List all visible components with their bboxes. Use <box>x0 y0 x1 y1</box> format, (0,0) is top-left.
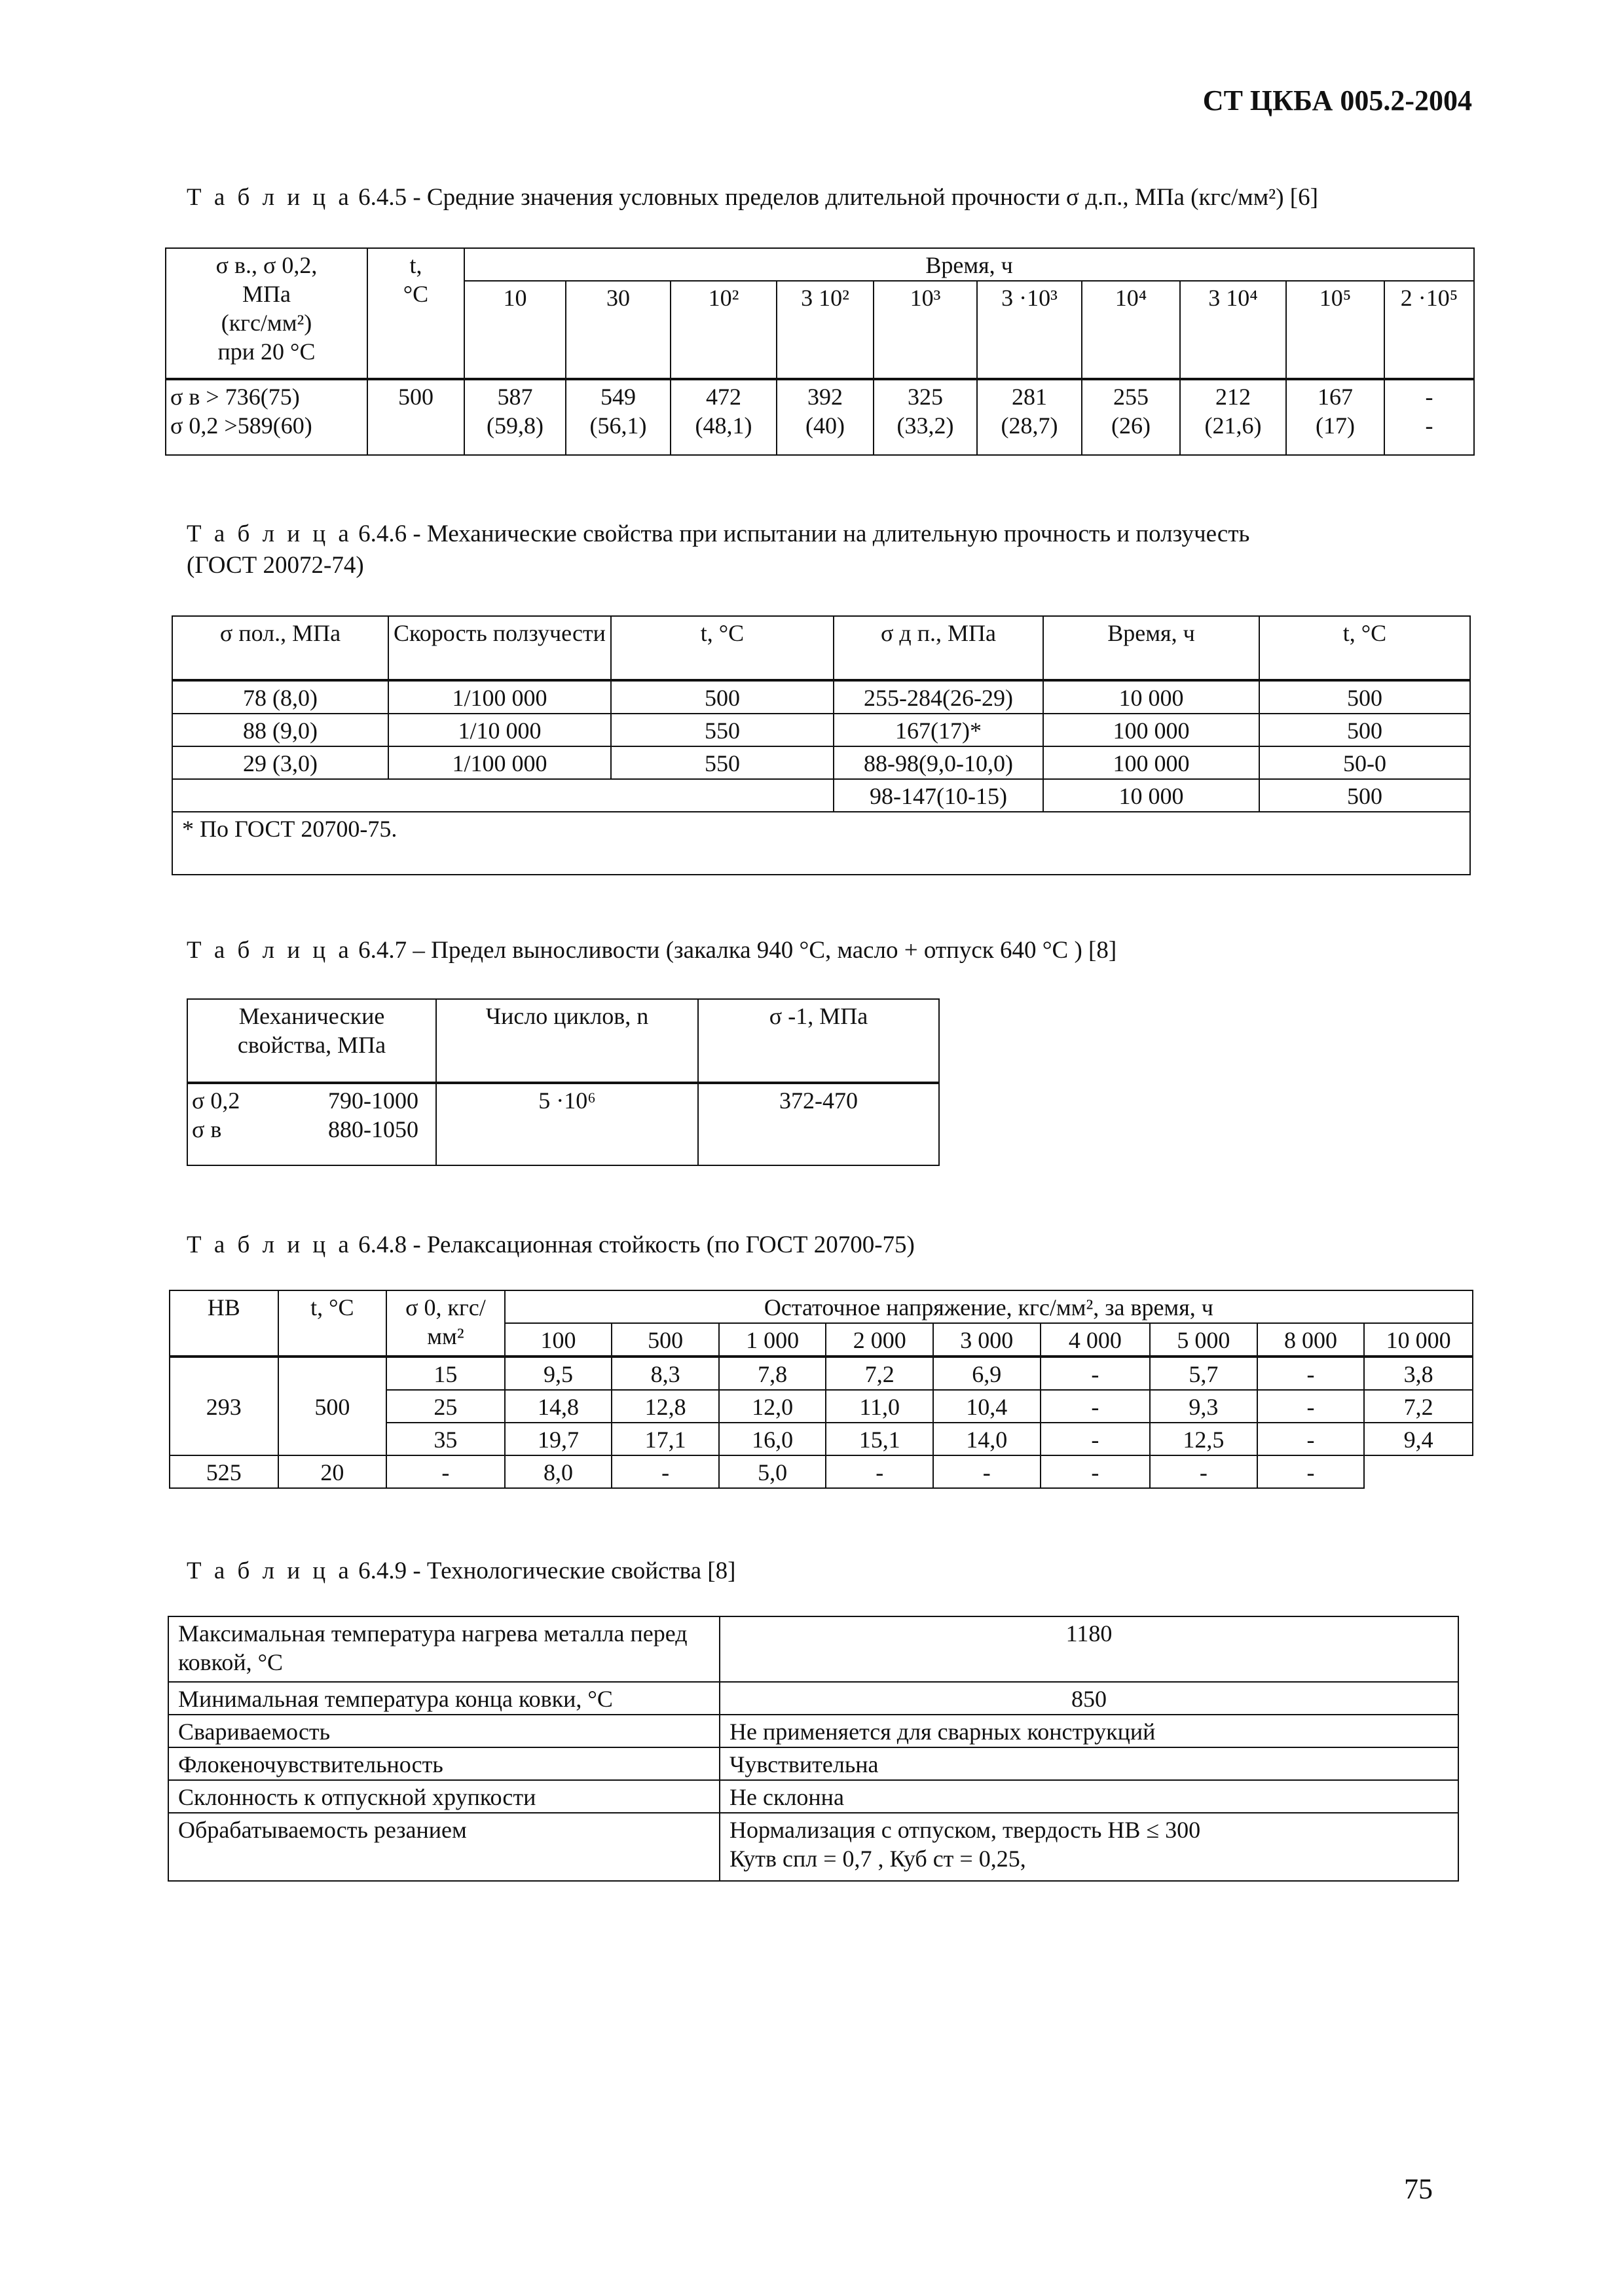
table-646-footnote: * По ГОСТ 20700-75. <box>172 812 1470 875</box>
document-code: СТ ЦКБА 005.2-2004 <box>1202 84 1472 117</box>
table-645-row-sigma: σ в > 736(75) σ 0,2 >589(60) <box>166 379 367 455</box>
table-647-props: σ 0,2 790-1000 σ в 880-1050 <box>187 1083 436 1165</box>
table-645-value: 472 (48,1) <box>671 379 777 455</box>
table-646-caption <box>187 520 1249 548</box>
table-645-time: 3 10² <box>777 281 874 379</box>
table-645-value: 167 (17) <box>1286 379 1384 455</box>
table-646-header: t, °С <box>611 616 834 680</box>
table-645-time: 3 ·10³ <box>977 281 1082 379</box>
table-row: Флокеночувствительность Чувствительна <box>168 1747 1458 1780</box>
table-647-caption <box>187 936 1116 964</box>
table-645-time: 10⁴ <box>1082 281 1180 379</box>
table-number: 6.4.5 <box>358 184 407 211</box>
table-648-head-hb: НВ <box>170 1290 278 1357</box>
table-649-caption <box>187 1557 735 1585</box>
table-648-temp-500: 500 <box>278 1357 387 1455</box>
table-number: 6.4.6 <box>358 520 407 547</box>
table-row: 35 19,7 17,1 16,0 15,1 14,0 - 12,5 - 9,4 <box>170 1423 1473 1455</box>
table-label: Т а б л и ц а <box>187 1558 352 1584</box>
table-label: Т а б л и ц а <box>187 184 352 211</box>
table-row: Максимальная температура нагрева металла перед ковкой, °С 1180 <box>168 1616 1458 1682</box>
table-title: - Средние значения условных пределов длительной прочности σ д.п., МПа (кгс/мм²) [6] <box>413 184 1318 211</box>
table-646-header: Скорость ползучести <box>388 616 611 680</box>
table-label: Т а б л и ц а <box>187 937 352 964</box>
table-648-time: 10 000 <box>1364 1323 1473 1357</box>
table-648 <box>169 1290 1473 1489</box>
table-649 <box>168 1616 1459 1882</box>
table-row: 25 14,8 12,8 12,0 11,0 10,4 - 9,3 - 7,2 <box>170 1390 1473 1423</box>
table-647-cycles: 5 ·10⁶ <box>436 1083 698 1165</box>
table-647-header: σ -1, МПа <box>698 999 939 1083</box>
table-645-value: 255 (26) <box>1082 379 1180 455</box>
table-row: 293 500 15 9,5 8,3 7,8 7,2 6,9 - 5,7 - 3,8 <box>170 1357 1473 1390</box>
table-row: Обрабатываемость резанием Нормализация с отпуском, твердость НВ ≤ 300 Кутв спл = 0,7 , Куб ст = 0,25, <box>168 1813 1458 1881</box>
table-648-time: 4 000 <box>1041 1323 1151 1357</box>
table-648-time: 5 000 <box>1150 1323 1257 1357</box>
table-646-header: Время, ч <box>1043 616 1259 680</box>
table-row: 525 20 - 8,0 - 5,0 - - - - - <box>170 1455 1473 1488</box>
table-648-caption <box>187 1231 915 1259</box>
table-646-header: σ д п., МПа <box>834 616 1043 680</box>
table-645-time: 10⁵ <box>1286 281 1384 379</box>
table-648-time: 3 000 <box>933 1323 1041 1357</box>
table-row: 29 (3,0) 1/100 000 550 88-98(9,0-10,0) 100 000 50-0 <box>172 746 1470 779</box>
table-title: – Предел выносливости (закалка 940 °С, масло + отпуск 640 °С ) [8] <box>413 937 1117 964</box>
table-row: 78 (8,0) 1/100 000 500 255-284(26-29) 10 000 500 <box>172 680 1470 714</box>
table-645-value: 587 (59,8) <box>464 379 566 455</box>
table-label: Т а б л и ц а <box>187 520 352 547</box>
table-label: Т а б л и ц а <box>187 1231 352 1258</box>
table-645-value: 549 (56,1) <box>566 379 671 455</box>
table-645-time: 2 ·10⁵ <box>1384 281 1474 379</box>
table-646 <box>172 615 1471 875</box>
table-row: 88 (9,0) 1/10 000 550 167(17)* 100 000 500 <box>172 714 1470 746</box>
table-645-value: 325 (33,2) <box>874 379 977 455</box>
table-row: Свариваемость Не применяется для сварных конструкций <box>168 1715 1458 1747</box>
table-645-value: 392 (40) <box>777 379 874 455</box>
table-648-time: 100 <box>505 1323 612 1357</box>
table-title: - Релаксационная стойкость (по ГОСТ 20700-75) <box>413 1231 915 1258</box>
table-645-caption <box>187 183 1318 211</box>
table-646-caption-line2: (ГОСТ 20072-74) <box>187 552 364 579</box>
table-645-head-temp: t, °С <box>367 248 464 379</box>
table-645-value: 281 (28,7) <box>977 379 1082 455</box>
table-645-time: 30 <box>566 281 671 379</box>
table-648-head-sigma: σ 0, кгс/мм² <box>386 1290 505 1357</box>
table-number: 6.4.9 <box>358 1558 407 1584</box>
table-648-time: 2 000 <box>826 1323 933 1357</box>
page-number: 75 <box>1404 2173 1433 2205</box>
table-645-head-sigma: σ в., σ 0,2, МПа (кгс/мм²) при 20 °С <box>166 248 367 379</box>
table-647 <box>187 998 940 1166</box>
table-645-value: - - <box>1384 379 1474 455</box>
table-row: 98-147(10-15) 10 000 500 <box>172 779 1470 812</box>
table-645-value: 212 (21,6) <box>1180 379 1286 455</box>
table-648-head-group: Остаточное напряжение, кгс/мм², за время, ч <box>505 1290 1473 1323</box>
table-row: Минимальная температура конца ковки, °С 850 <box>168 1682 1458 1715</box>
table-title: - Технологические свойства [8] <box>413 1558 736 1584</box>
table-645-time: 10² <box>671 281 777 379</box>
table-647-limit: 372-470 <box>698 1083 939 1165</box>
table-645 <box>165 247 1475 456</box>
table-645-row-temp: 500 <box>367 379 464 455</box>
table-647-header: Механические свойства, МПа <box>187 999 436 1083</box>
table-number: 6.4.7 <box>358 937 407 964</box>
table-648-time: 8 000 <box>1257 1323 1365 1357</box>
table-645-head-time-group: Время, ч <box>464 248 1474 281</box>
table-646-header: t, °С <box>1259 616 1470 680</box>
table-648-head-t: t, °С <box>278 1290 387 1357</box>
table-number: 6.4.8 <box>358 1231 407 1258</box>
table-645-time: 10³ <box>874 281 977 379</box>
table-row: Склонность к отпускной хрупкости Не склонна <box>168 1780 1458 1813</box>
table-648-time: 1 000 <box>719 1323 826 1357</box>
table-648-hb-value: 293 <box>170 1357 278 1455</box>
table-645-time: 3 10⁴ <box>1180 281 1286 379</box>
table-647-header: Число циклов, n <box>436 999 698 1083</box>
table-646-header: σ пол., МПа <box>172 616 388 680</box>
table-645-time: 10 <box>464 281 566 379</box>
table-648-time: 500 <box>612 1323 719 1357</box>
table-title: - Механические свойства при испытании на длительную прочность и ползучесть <box>413 520 1250 547</box>
